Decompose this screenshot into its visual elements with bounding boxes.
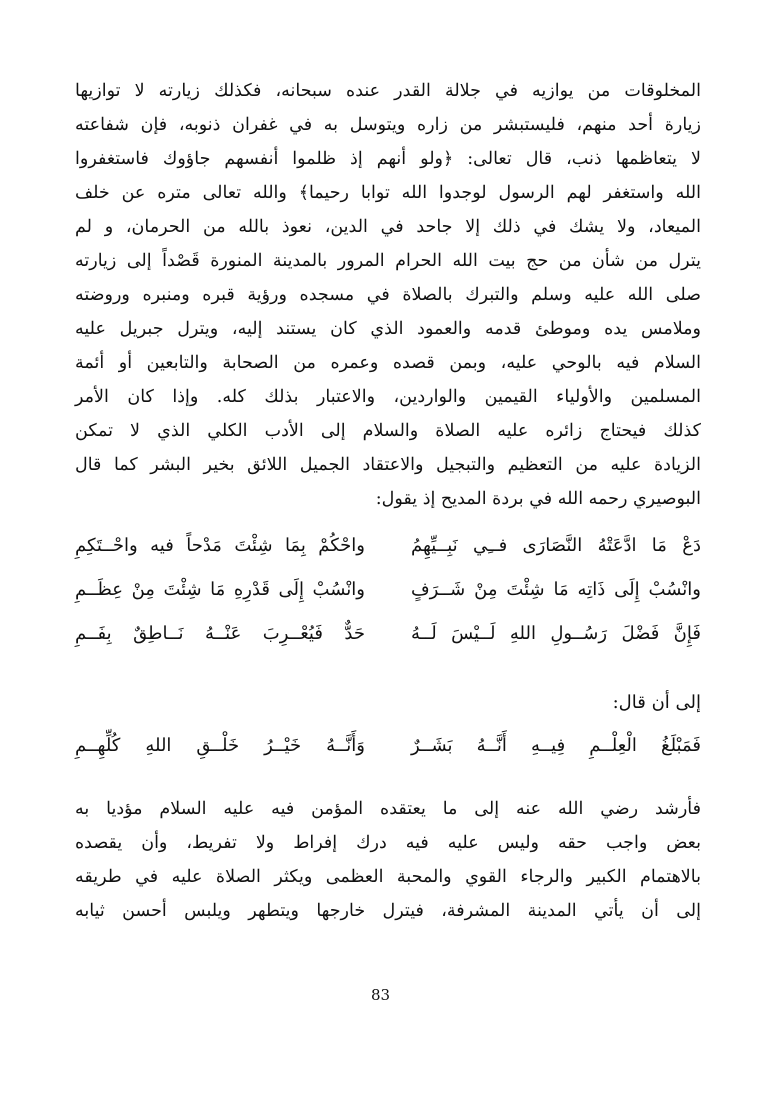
text-line: بعض واجب حقه وليس عليه فيه درك إفراط ولا تفريط، وأن يقصده (75, 833, 701, 853)
text-line: وملامس يده وموطئ قدمه والعمود الذي كان يستند إليه، ويترل جبريل عليه (75, 319, 701, 339)
text-line: لا يتعاظمها ذنب، قال تعالى: ﴿ولو أنهم إذ ظلموا أنفسهم جاؤوك فاستغفروا (75, 149, 701, 169)
poem-verse (75, 524, 701, 568)
text-line: البوصيري رحمه الله في بردة المديح إذ يقول: (375, 489, 701, 509)
text-line: بالاهتمام الكبير والرجاء القوي والمحبة العظمى ويكثر الصلاة عليه في طريقه (75, 867, 701, 887)
text-line: المخلوقات من يوازيه في جلالة القدر عنده سبحانه، فكذلك زيارته لا توازيها (75, 81, 701, 101)
text-line: فأرشد رضي الله عنه إلى ما يعتقده المؤمن فيه عليه السلام مؤديا به (75, 799, 701, 819)
text-line: كذلك فيحتاج زائره عليه الصلاة والسلام إلى الأدب الكلي الذي لا تمكن (75, 421, 701, 441)
verse-second-hemistich: حَدٌّ فَيُعْــرِبَ عَنْــهُ نَــاطِقٌ بِفَــمِ (75, 623, 365, 644)
poem-verse (75, 724, 701, 768)
verse-first-hemistich: وانْسُبْ إِلَى ذَاتِه مَا شِئْتَ مِنْ شَــرَفٍ (411, 579, 701, 600)
poem-verse (75, 612, 701, 656)
paragraph-1 (75, 74, 701, 516)
text-line: يترل من شأن من حج بيت الله الحرام المرور بالمدينة المنورة قَصْداً إلى زيارته (75, 251, 701, 271)
text-line: الزيادة عليه من التعظيم والتبجيل والاعتقاد الجميل اللائق بخير البشر كما قال (75, 455, 701, 475)
paragraph-2 (75, 792, 701, 928)
verse-first-hemistich: فَمَبْلَغُ الْعِلْــمِ فِيــهِ أَنَّــهُ بَشَــرٌ (411, 735, 701, 756)
poem-burda-verses (75, 524, 701, 656)
page-number: 83 (370, 986, 391, 1004)
poem-verse (75, 568, 701, 612)
verse-second-hemistich: واحْكُمْ بِمَا شِئْتَ مَدْحاً فيه واحْــتَكِمِ (75, 535, 365, 556)
verse-second-hemistich: وَأَنَّــهُ خَيْــرُ خَلْــقِ اللهِ كُلِّهِــمِ (75, 735, 365, 756)
text-line: المسلمين والأولياء القيمين والواردين، والاعتبار بذلك كله. وإذا كان الأمر (75, 387, 701, 407)
text-line: السلام فيه بالوحي عليه، وبمن قصده وعمره من الصحابة والتابعين أو أئمة (75, 353, 701, 373)
text-line: إلى أن يأتي المدينة المشرفة، فيترل خارجها ويتطهر ويلبس أحسن ثيابه (75, 901, 701, 921)
text-line: زيارة أحد منهم، فليستبشر من زاره ويتوسل به في غفران ذنوبه، فإن شفاعته (75, 115, 701, 135)
text-line: الميعاد، ولا يشك في ذلك إلا جاحد في الدين، نعوذ بالله من الحرمان، و لم (75, 217, 701, 237)
text-line: الله واستغفر لهم الرسول لوجدوا الله توابا رحيما﴾ والله تعالى متره عن خلف (75, 183, 701, 203)
transition-text: إلى أن قال: (612, 692, 701, 713)
poem-burda-verse-2 (75, 724, 701, 768)
verse-first-hemistich: فَإِنَّ فَضْلَ رَسُــولِ اللهِ لَــيْسَ لَــهُ (411, 623, 701, 644)
verse-first-hemistich: دَعْ مَا ادَّعَتْهُ النَّصَارَى فــِي نَبِــيِّهِمُ (411, 535, 701, 556)
verse-second-hemistich: وانْسُبْ إِلَى قَدْرِهِ مَا شِئْتَ مِنْ عِظَــمِ (75, 579, 365, 600)
text-line: صلى الله عليه وسلم والتبرك بالصلاة في مسجده ورؤية قبره ومنبره وروضته (75, 285, 701, 305)
